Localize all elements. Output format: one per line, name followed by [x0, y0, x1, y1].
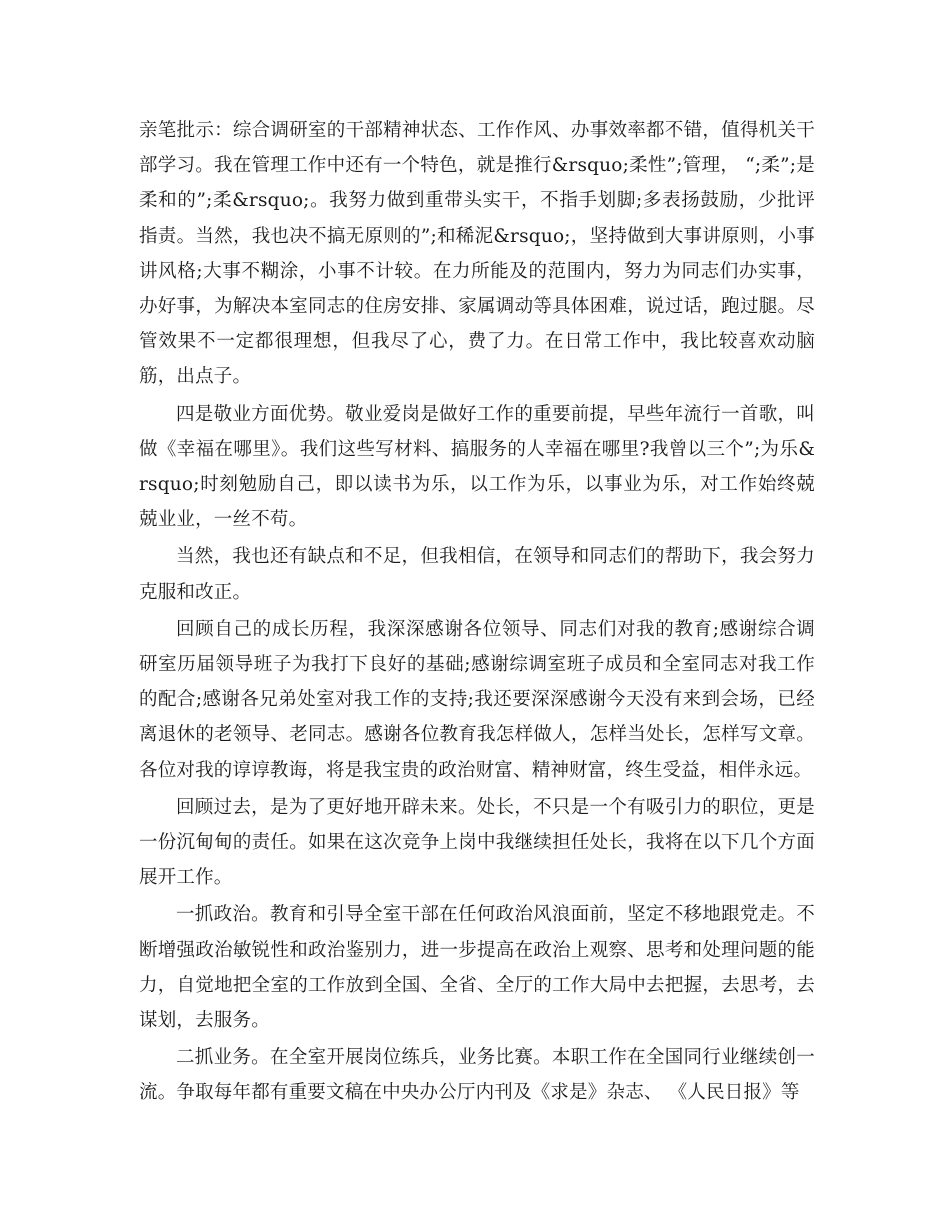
paragraph-7: 二抓业务。在全室开展岗位练兵，业务比赛。本职工作在全国同行业继续创一流。争取每年都有重要文稿在中央办公厅内刊及《求是》杂志、 《人民日报》等	[139, 1047, 815, 1104]
document-body	[139, 113, 815, 1113]
paragraph-5: 回顾过去，是为了更好地开辟未来。处长，不只是一个有吸引力的职位，更是一份沉甸甸的责任。如果在这次竞争上岗中我继续担任处长，我将在以下几个方面展开工作。	[139, 796, 815, 889]
paragraph-2: 四是敬业方面优势。敬业爱岗是做好工作的重要前提，早些年流行一首歌，叫做《幸福在哪里》。我们这些写材料、搞服务的人幸福在哪里?我曾以三个”;为乐&rsquo;时刻勉励自己，即以读书为乐，以工作为乐，以事业为乐，对工作始终兢兢业业，一丝不苟。	[139, 403, 815, 531]
paragraph-3: 当然，我也还有缺点和不足，但我相信，在领导和同志们的帮助下，我会努力克服和改正。	[139, 546, 815, 603]
paragraph-6: 一抓政治。教育和引导全室干部在任何政治风浪面前，坚定不移地跟党走。不断增强政治敏锐性和政治鉴别力，进一步提高在政治上观察、思考和处理问题的能力，自觉地把全室的工作放到全国、全省、全厅的工作大局中去把握，去思考，去谋划，去服务。	[139, 904, 815, 1032]
paragraph-4: 回顾自己的成长历程，我深深感谢各位领导、同志们对我的教育;感谢综合调研室历届领导班子为我打下良好的基础;感谢综调室班子成员和全室同志对我工作的配合;感谢各兄弟处室对我工作的支持;我还要深深感谢今天没有来到会场，已经离退休的老领导、老同志。感谢各位教育我怎样做人，怎样当处长，怎样写文章。各位对我的谆谆教诲，将是我宝贵的政治财富、精神财富，终生受益，相伴永远。	[139, 618, 815, 781]
paragraph-1: 亲笔批示：综合调研室的干部精神状态、工作作风、办事效率都不错，值得机关干部学习。我在管理工作中还有一个特色，就是推行&rsquo;柔性”;管理， “;柔”;是柔和的”;柔&rsquo;。我努力做到重带头实干，不指手划脚;多表扬鼓励，少批评指责。当然，我也决不搞无原则的”;和稀泥&rsquo;，坚持做到大事讲原则，小事讲风格;大事不糊涂，小事不计较。在力所能及的范围内，努力为同志们办实事，办好事，为解决本室同志的住房安排、家属调动等具体困难，说过话，跑过腿。尽管效果不一定都很理想，但我尽了心，费了力。在日常工作中，我比较喜欢动脑筋，出点子。	[139, 120, 815, 388]
